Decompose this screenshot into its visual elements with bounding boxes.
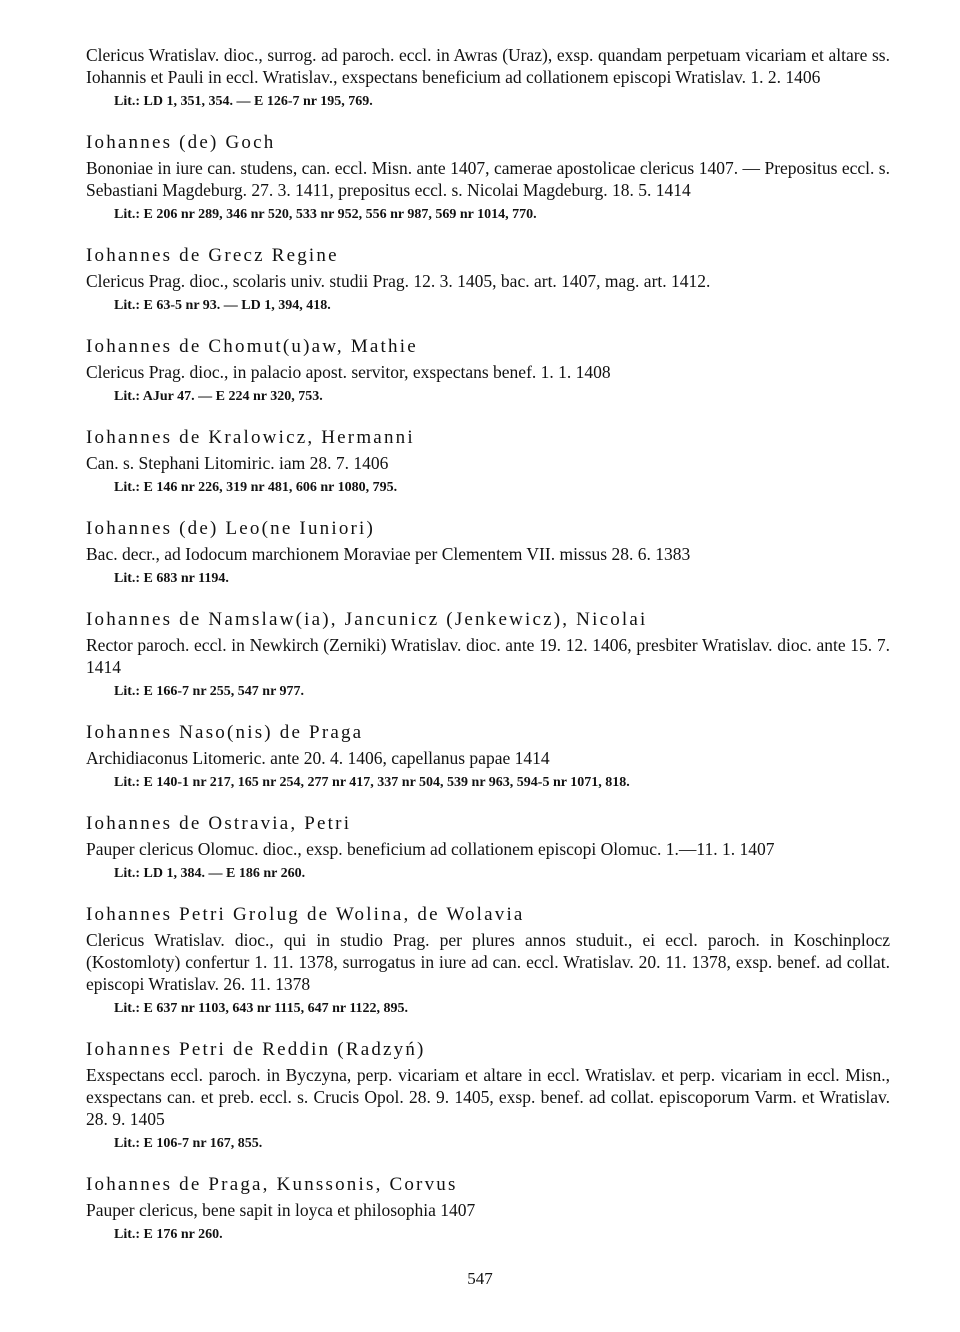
entry (86, 131, 890, 224)
entry-text: Pauper clericus, bene sapit in loyca et philosophia 1407 (86, 1200, 476, 1220)
entry-literature: Lit.: E 166-7 nr 255, 547 nr 977. (114, 684, 305, 699)
entry-heading: Iohannes Naso(nis) de Praga (86, 722, 364, 743)
entry-text: Rector paroch. eccl. in Newkirch (Zerniki) Wratislav. dioc. ante 19. 12. 1406, presbiter Wratislav. dioc. ante 15. 7. 1414 (86, 635, 890, 677)
entry-literature: Lit.: E 683 nr 1194. (114, 571, 229, 586)
entry (86, 903, 890, 1018)
page-number: 547 (467, 1269, 493, 1288)
entry-text: Bononiae in iure can. studens, can. eccl. Misn. ante 1407, camerae apostolicae clericus 1407. — Prepositus eccl. s. Sebastiani Magdeburg. 27. 3. 1411, prepositus eccl. s. Nicolai Magdeburg. 18. 5. 1414 (86, 158, 890, 200)
entry-literature: Lit.: LD 1, 384. — E 186 nr 260. (114, 866, 306, 881)
entry-heading: Iohannes de Chomut(u)aw, Mathie (86, 336, 418, 357)
entry (86, 721, 890, 792)
entry-text: Bac. decr., ad Iodocum marchionem Moraviae per Clementem VII. missus 28. 6. 1383 (86, 544, 691, 564)
entry-text: Exspectans eccl. paroch. in Byczyna, perp. vicariam et altare in eccl. Wratislav. et perp. vicariam in eccl. Misn., exspectans can. et preb. eccl. s. Crucis Opol. 28. 9. 1405, exsp. benef. ad collat. episcoporum Varm. et Wratislav. 28. 9. 1405 (86, 1065, 890, 1129)
entry (86, 1173, 890, 1244)
entry (86, 244, 890, 315)
entry-text: Pauper clericus Olomuc. dioc., exsp. beneficium ad collationem episcopi Olomuc. 1.—11. 1. 1407 (86, 839, 775, 859)
entry-heading: Iohannes (de) Leo(ne Iuniori) (86, 518, 376, 539)
entry-heading: Iohannes de Kralowicz, Hermanni (86, 427, 415, 448)
entry-text: Clericus Wratislav. dioc., surrog. ad paroch. eccl. in Awras (Uraz), exsp. quandam perpetuam vicariam et altare ss. Iohannis et Pauli in eccl. Wratislav., exspectans beneficium ad collationem episcopi Wratislav. 1. 2. 1406 (86, 45, 890, 87)
entry-heading: Iohannes de Praga, Kunssonis, Corvus (86, 1174, 458, 1195)
entry (86, 335, 890, 406)
entry-heading: Iohannes (de) Goch (86, 132, 276, 153)
entry-text: Clericus Prag. dioc., in palacio apost. servitor, exspectans benef. 1. 1. 1408 (86, 362, 611, 382)
entry-heading: Iohannes de Ostravia, Petri (86, 813, 352, 834)
entry-literature: Lit.: E 63-5 nr 93. — LD 1, 394, 418. (114, 298, 331, 313)
entry-literature: Lit.: AJur 47. — E 224 nr 320, 753. (114, 389, 323, 404)
page-content (86, 44, 890, 1244)
entry (86, 812, 890, 883)
entry (86, 608, 890, 701)
entry-literature: Lit.: E 146 nr 226, 319 nr 481, 606 nr 1080, 795. (114, 480, 398, 495)
entry-literature: Lit.: E 106-7 nr 167, 855. (114, 1136, 263, 1151)
entry (86, 1038, 890, 1153)
entry-literature: Lit.: LD 1, 351, 354. — E 126-7 nr 195, 769. (114, 94, 373, 109)
entry-text: Archidiaconus Litomeric. ante 20. 4. 1406, capellanus papae 1414 (86, 748, 550, 768)
entry-heading: Iohannes de Grecz Regine (86, 245, 339, 266)
entry (86, 44, 890, 111)
entry (86, 426, 890, 497)
entry-heading: Iohannes Petri Grolug de Wolina, de Wolavia (86, 904, 525, 925)
entry-literature: Lit.: E 176 nr 260. (114, 1227, 223, 1242)
entry-literature: Lit.: E 206 nr 289, 346 nr 520, 533 nr 952, 556 nr 987, 569 nr 1014, 770. (114, 207, 537, 222)
entry-text: Clericus Wratislav. dioc., qui in studio Prag. per plures annos studuit., ei eccl. paroch. in Koschinplocz (Kostomloty) confertur 1. 11. 1378, surrogatus in iure ad can. eccl. Wratislav. 20. 11. 1378, exsp. benef. ad collat. episcopi Wratislav. 26. 11. 1378 (86, 930, 890, 994)
entry-literature: Lit.: E 140-1 nr 217, 165 nr 254, 277 nr 417, 337 nr 504, 539 nr 963, 594-5 nr 1071, 818. (114, 775, 630, 790)
entry-literature: Lit.: E 637 nr 1103, 643 nr 1115, 647 nr 1122, 895. (114, 1001, 409, 1016)
entry-heading: Iohannes de Namslaw(ia), Jancunicz (Jenkewicz), Nicolai (86, 609, 648, 630)
entry (86, 517, 890, 588)
entry-text: Clericus Prag. dioc., scolaris univ. studii Prag. 12. 3. 1405, bac. art. 1407, mag. art. 1412. (86, 271, 711, 291)
entry-text: Can. s. Stephani Litomiric. iam 28. 7. 1406 (86, 453, 389, 473)
entry-heading: Iohannes Petri de Reddin (Radzyń) (86, 1039, 426, 1060)
